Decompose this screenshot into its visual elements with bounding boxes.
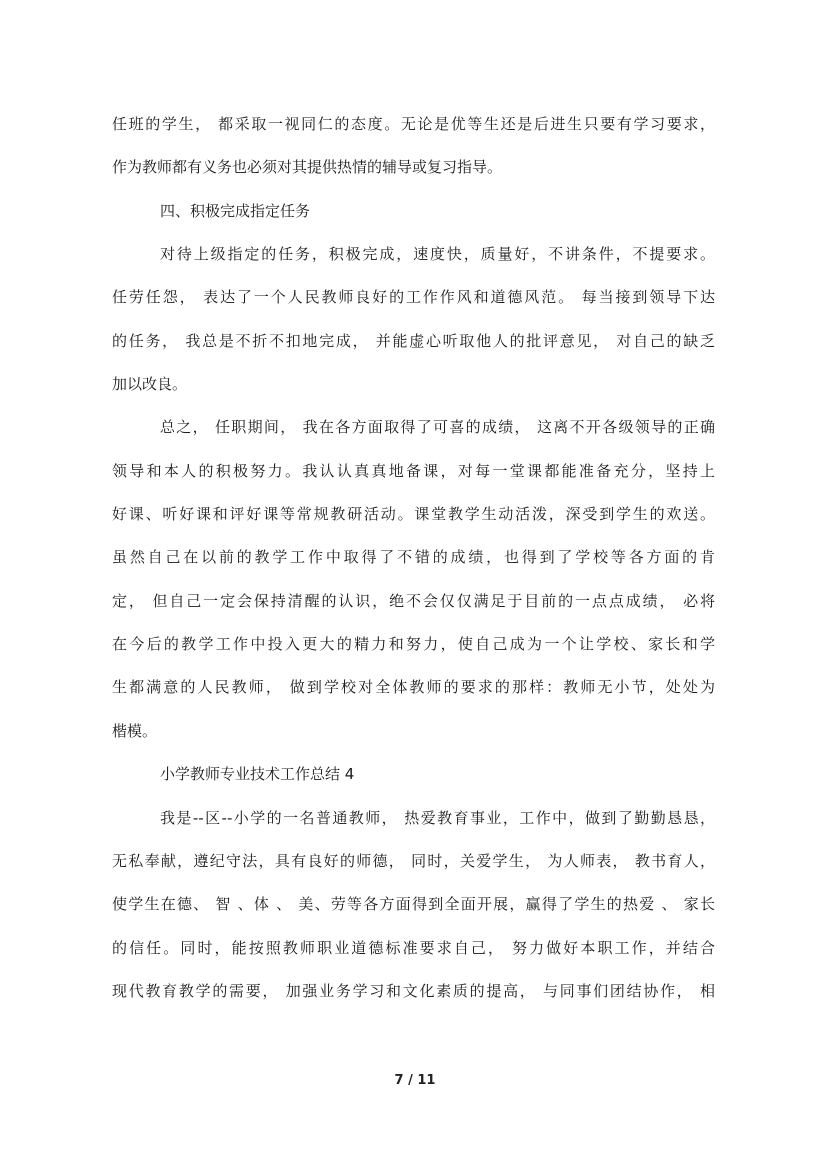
text-line: 的信任。同时，能按照教师职业道德标准要求自己， 努力做好本职工作，并结合 (112, 938, 715, 957)
text-line: 领导和本人的积极努力。我认认真真地备课，对每一堂课都能准备充分，坚持上 (112, 461, 715, 480)
text-line: 我是--区--小学的一名普通教师， 热爱教育事业，工作中，做到了勤勤恳恳， (160, 808, 715, 827)
text-line: 任班的学生， 都采取一视同仁的态度。无论是优等生还是后进生只要有学习要求， (112, 115, 715, 133)
text-line: 四、积极完成指定任务 (160, 201, 311, 220)
text-line: 加以改良。 (112, 375, 188, 394)
text-line: 定， 但自己一定会保持清醒的认识，绝不会仅仅满足于目前的一点点成绩， 必将 (112, 591, 715, 610)
text-line: 作为教师都有义务也必须对其提供热情的辅导或复习指导。 (112, 158, 503, 177)
text-line: 好课、听好课和评好课等常规教研活动。课堂教学生动活泼，深受到学生的欢送。 (112, 505, 715, 524)
text-line: 现代教育教学的需要， 加强业务学习和文化素质的提高， 与同事们团结协作， 相 (112, 981, 715, 1000)
text-line: 楷模。 (112, 721, 158, 740)
text-line: 在今后的教学工作中投入更大的精力和努力，使自己成为一个让学校、家长和学 (112, 635, 715, 654)
document-body (112, 103, 715, 1013)
text-line: 小学教师专业技术工作总结 4 (160, 765, 355, 784)
text-line: 生都满意的人民教师， 做到学校对全体教师的要求的那样：教师无小节，处处为 (112, 678, 715, 697)
text-line: 对待上级指定的任务，积极完成，速度快，质量好，不讲条件，不提要求。 (160, 245, 715, 264)
text-line: 总之， 任职期间， 我在各方面取得了可喜的成绩， 这离不开各级领导的正确 (160, 418, 715, 437)
text-line: 无私奉献，遵纪守法，具有良好的师德， 同时，关爱学生， 为人师表， 教书育人， (112, 851, 715, 870)
text-line: 虽然自己在以前的教学工作中取得了不错的成绩，也得到了学校等各方面的肯 (112, 548, 715, 567)
text-line: 任劳任怨， 表达了一个人民教师良好的工作作风和道德风范。 每当接到领导下达 (112, 288, 715, 307)
page-number: 7 / 11 (394, 1073, 436, 1088)
text-line: 使学生在德、 智 、体 、 美、劳等各方面得到全面开展，赢得了学生的热爱 、 家长 (112, 895, 715, 914)
text-line: 的任务， 我总是不折不扣地完成， 并能虚心听取他人的批评意见， 对自己的缺乏 (112, 331, 715, 350)
